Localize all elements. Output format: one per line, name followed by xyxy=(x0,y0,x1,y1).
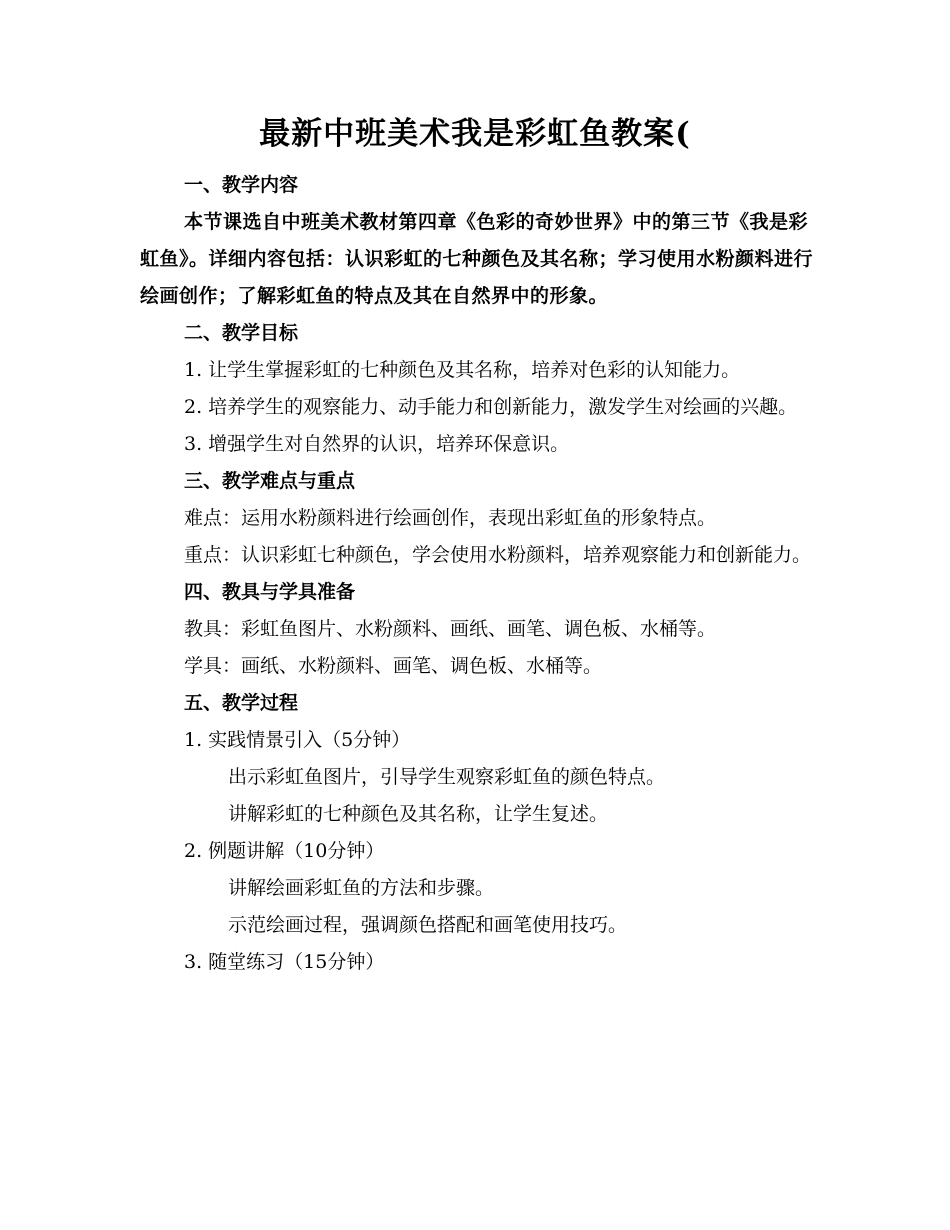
learning-aids-text: 学具：画纸、水粉颜料、画笔、调色板、水桶等。 xyxy=(184,655,603,677)
section-heading-content: 一、教学内容 xyxy=(184,174,299,196)
document-body xyxy=(140,167,820,981)
process-step-1-detail-1: 出示彩虹鱼图片，引导学生观察彩虹鱼的颜色特点。 xyxy=(228,766,666,788)
process-step-1: 1. 实践情景引入（5分钟） xyxy=(184,729,411,751)
process-step-1-detail-2: 讲解彩虹的七种颜色及其名称，让学生复述。 xyxy=(228,803,609,825)
content-paragraph: 本节课选自中班美术教材第四章《色彩的奇妙世界》中的第三节《我是彩虹鱼》。详细内容包括：认识彩虹的七种颜色及其名称；学习使用水粉颜料进行绘画创作；了解彩虹鱼的特点及其在自然界中的形象。 xyxy=(140,211,814,307)
process-step-2: 2. 例题讲解（10分钟） xyxy=(184,840,385,862)
key-point-text: 重点：认识彩虹七种颜色，学会使用水粉颜料，培养观察能力和创新能力。 xyxy=(184,544,812,566)
section-heading-process: 五、教学过程 xyxy=(184,692,299,714)
process-step-3: 3. 随堂练习（15分钟） xyxy=(184,951,385,973)
section-heading-materials: 四、教具与学具准备 xyxy=(184,581,356,603)
teaching-aids-text: 教具：彩虹鱼图片、水粉颜料、画纸、画笔、调色板、水桶等。 xyxy=(184,618,717,640)
section-heading-difficulty: 三、教学难点与重点 xyxy=(184,470,356,492)
difficulty-text: 难点：运用水粉颜料进行绘画创作，表现出彩虹鱼的形象特点。 xyxy=(184,507,717,529)
objective-item-1: 1. 让学生掌握彩虹的七种颜色及其名称，培养对色彩的认知能力。 xyxy=(184,359,741,381)
objective-item-3: 3. 增强学生对自然界的认识，培养环保意识。 xyxy=(184,433,570,455)
process-step-2-detail-1: 讲解绘画彩虹鱼的方法和步骤。 xyxy=(228,877,495,899)
process-step-2-detail-2: 示范绘画过程，强调颜色搭配和画笔使用技巧。 xyxy=(228,914,628,936)
section-heading-objectives: 二、教学目标 xyxy=(184,322,299,344)
document-title: 最新中班美术我是彩虹鱼教案( xyxy=(259,116,691,152)
objective-item-2: 2. 培养学生的观察能力、动手能力和创新能力，激发学生对绘画的兴趣。 xyxy=(184,396,798,418)
